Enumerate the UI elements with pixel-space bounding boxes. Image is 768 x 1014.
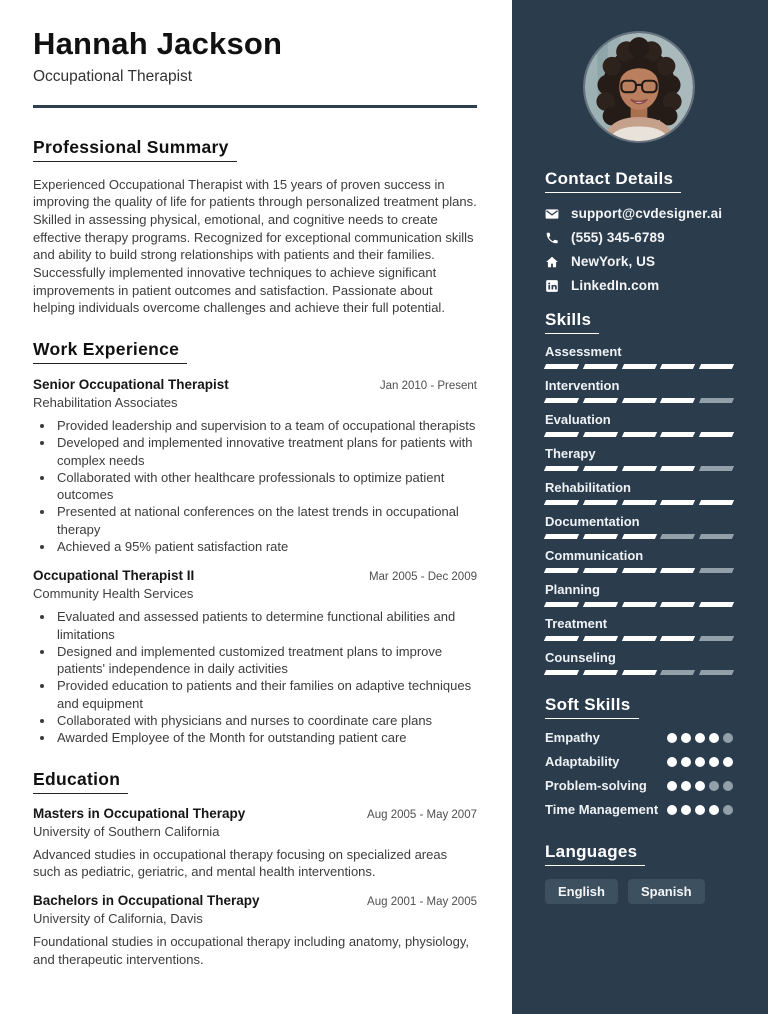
skill-bar-segment: [621, 500, 656, 505]
skill-bar-segment: [621, 398, 656, 403]
header-divider: [33, 105, 477, 108]
skill-bar-segment: [544, 602, 579, 607]
skill-name: Intervention: [545, 378, 620, 393]
skill-bar-segment: [699, 398, 734, 403]
skill-bar-segment: [583, 500, 618, 505]
skill-bar-segment: [544, 398, 579, 403]
email-icon: [545, 207, 559, 221]
profile-photo: [585, 33, 693, 141]
rating-dot: [681, 757, 691, 767]
contact-item: [545, 254, 733, 269]
skill-bar: [545, 602, 733, 607]
skill-bar-segment: [660, 534, 695, 539]
skill-row: [545, 650, 733, 675]
skill-bar-segment: [583, 364, 618, 369]
skill-bar-segment: [699, 534, 734, 539]
skill-bar-segment: [583, 534, 618, 539]
skill-bar-segment: [621, 364, 656, 369]
contact-item: [545, 230, 733, 245]
education-description: Advanced studies in occupational therapy focusing on specialized areas such as pediatric, geriatric, and mental health interventions.: [33, 846, 448, 880]
skill-name: Treatment: [545, 616, 608, 631]
rating-dots: [667, 781, 733, 791]
contact-item: [545, 206, 733, 221]
languages-section: [545, 842, 733, 904]
skill-bar-segment: [544, 466, 579, 471]
education-header: [33, 893, 477, 908]
job-bullet: • Collaborated with physicians and nurses to coordinate care plans: [55, 712, 477, 729]
person-job-title: Occupational Therapist: [33, 67, 193, 85]
skill-bar-segment: [544, 568, 579, 573]
skill-bar-segment: [621, 568, 656, 573]
skill-bar-segment: [583, 602, 618, 607]
job-company: Rehabilitation Associates: [33, 395, 178, 411]
skill-bar-segment: [544, 534, 579, 539]
skill-bar-segment: [544, 364, 579, 369]
rating-dot: [723, 781, 733, 791]
rating-dot: [681, 781, 691, 791]
job-entry: [33, 568, 477, 746]
rating-dot: [695, 757, 705, 767]
skill-bar-segment: [660, 636, 695, 641]
language-tag: Spanish: [628, 879, 705, 904]
rating-dots: [667, 733, 733, 743]
skill-bar-segment: [583, 398, 618, 403]
skill-name: Communication: [545, 548, 644, 563]
skill-name: Counseling: [545, 650, 616, 665]
contact-heading: Contact Details: [545, 169, 681, 193]
job-company: Community Health Services: [33, 586, 194, 602]
skill-bar-segment: [699, 466, 734, 471]
job-bullet: • Provided education to patients and their families on adaptive techniques and equipment: [55, 677, 477, 712]
rating-dot: [681, 733, 691, 743]
job-bullet: • Collaborated with other healthcare professionals to optimize patient outcomes: [55, 469, 477, 504]
skill-name: Assessment: [545, 344, 622, 359]
skill-bar-segment: [621, 602, 656, 607]
rating-dot: [695, 805, 705, 815]
job-title: Senior Occupational Therapist: [33, 377, 229, 393]
summary-text: Experienced Occupational Therapist with 15 years of proven success in improving the quality of life for patients through personalized treatment plans. Skilled in assessing physical, emotional, and cognitive needs to create effective therapy programs. Recognized for exceptional communication skills and ability to build strong relationships with patients and their families. Successfully implemented innovative techniques to achieve significant improvements in patient outcomes and satisfaction. Passionate about helping individuals overcome challenges and achieve their full potential.: [33, 176, 477, 316]
skill-name: Planning: [545, 582, 600, 597]
work-experience-section: [33, 339, 477, 747]
home-icon: [545, 255, 559, 269]
rating-dot: [695, 733, 705, 743]
skill-bar-segment: [583, 466, 618, 471]
skill-bar: [545, 568, 733, 573]
job-bullet: • Presented at national conferences on the latest trends in occupational therapy: [55, 503, 477, 538]
skill-bar-segment: [621, 636, 656, 641]
language-tags: [545, 879, 733, 904]
rating-dot: [723, 757, 733, 767]
skill-name: Therapy: [545, 446, 596, 461]
skill-bar-segment: [699, 568, 734, 573]
skill-bar-segment: [621, 670, 656, 675]
contact-list: [545, 206, 733, 293]
education-school: University of California, Davis: [33, 910, 203, 926]
contact-text: (555) 345-6789: [571, 230, 665, 245]
education-section: [33, 769, 477, 969]
skill-bar: [545, 670, 733, 675]
soft-skill-row: [545, 802, 733, 819]
job-bullet: • Provided leadership and supervision to a team of occupational therapists: [55, 417, 477, 434]
skill-bar-segment: [621, 534, 656, 539]
soft-skills-list: [545, 730, 733, 819]
rating-dot: [709, 805, 719, 815]
skill-bar-segment: [699, 602, 734, 607]
skill-row: [545, 514, 733, 539]
skill-bar-segment: [583, 432, 618, 437]
skill-bar-segment: [621, 432, 656, 437]
skill-bar-segment: [544, 636, 579, 641]
rating-dot: [667, 805, 677, 815]
sidebar: [512, 0, 768, 1014]
skill-row: [545, 344, 733, 369]
education-entry: [33, 806, 477, 881]
skill-bar-segment: [583, 670, 618, 675]
profile-photo-illustration: [585, 33, 693, 141]
language-tag: English: [545, 879, 618, 904]
job-entry: [33, 377, 477, 555]
job-dates: Jan 2010 - Present: [379, 380, 477, 393]
rating-dot: [709, 733, 719, 743]
skills-section: [545, 310, 733, 675]
skill-name: Evaluation: [545, 412, 611, 427]
education-dates: Aug 2005 - May 2007: [367, 808, 477, 821]
skill-bar: [545, 364, 733, 369]
summary-heading: Professional Summary: [33, 137, 237, 162]
education-dates: Aug 2001 - May 2005: [367, 895, 477, 908]
job-bullet: • Designed and implemented customized treatment plans to improve patients' independence in daily activities: [55, 643, 477, 678]
soft-skills-section: [545, 695, 733, 819]
job-bullet: • Awarded Employee of the Month for outstanding patient care: [55, 729, 477, 746]
job-bullet: • Achieved a 95% patient satisfaction rate: [55, 538, 477, 555]
skill-bar: [545, 500, 733, 505]
skill-bar-segment: [699, 636, 734, 641]
rating-dot: [723, 733, 733, 743]
skill-bar-segment: [660, 398, 695, 403]
education-school: University of Southern California: [33, 823, 220, 839]
contact-text: NewYork, US: [571, 254, 656, 269]
person-name: Hannah Jackson: [33, 26, 283, 61]
job-bullet-list: [55, 417, 477, 555]
soft-skill-row: [545, 730, 733, 747]
jobs-list: [33, 377, 477, 747]
contact-item: [545, 278, 733, 293]
skill-bar-segment: [699, 364, 734, 369]
skill-row: [545, 582, 733, 607]
skill-bar-segment: [660, 432, 695, 437]
job-bullet: • Developed and implemented innovative treatment plans for patients with complex needs: [55, 434, 477, 469]
education-degree: Bachelors in Occupational Therapy: [33, 892, 260, 908]
contact-details-section: [545, 169, 733, 293]
skill-bar-segment: [544, 432, 579, 437]
job-header: [33, 568, 477, 583]
rating-dot: [723, 805, 733, 815]
skill-row: [545, 412, 733, 437]
skill-bar-segment: [660, 500, 695, 505]
skill-bar-segment: [660, 568, 695, 573]
skill-bar: [545, 398, 733, 403]
skill-bar: [545, 534, 733, 539]
education-list: [33, 806, 477, 969]
rating-dot: [667, 757, 677, 767]
rating-dot: [667, 733, 677, 743]
rating-dots: [667, 757, 733, 767]
skill-name: Rehabilitation: [545, 480, 631, 495]
education-degree: Masters in Occupational Therapy: [33, 805, 246, 821]
skill-bar: [545, 432, 733, 437]
skill-name: Documentation: [545, 514, 640, 529]
skill-bar-segment: [660, 466, 695, 471]
skill-bar: [545, 466, 733, 471]
professional-summary-section: [33, 137, 477, 317]
skill-bar-segment: [699, 432, 734, 437]
linkedin-icon: [545, 279, 559, 293]
job-bullet-list: [55, 608, 477, 746]
skill-row: [545, 548, 733, 573]
phone-icon: [545, 231, 559, 245]
education-entry: [33, 893, 477, 968]
skill-bar-segment: [699, 500, 734, 505]
rating-dot: [695, 781, 705, 791]
skill-bar-segment: [660, 364, 695, 369]
soft-skill-row: [545, 778, 733, 795]
skill-bar-segment: [544, 670, 579, 675]
skill-bar-segment: [583, 568, 618, 573]
job-dates: Mar 2005 - Dec 2009: [368, 571, 477, 584]
skill-row: [545, 378, 733, 403]
job-title: Occupational Therapist II: [33, 568, 195, 584]
skill-bar-segment: [660, 602, 695, 607]
skill-bar-segment: [699, 670, 734, 675]
skill-bar-segment: [621, 466, 656, 471]
rating-dot: [709, 781, 719, 791]
job-header: [33, 377, 477, 392]
rating-dots: [667, 805, 733, 815]
skill-bar-segment: [660, 670, 695, 675]
skill-bar-segment: [583, 636, 618, 641]
rating-dot: [681, 805, 691, 815]
contact-text: LinkedIn.com: [571, 278, 660, 293]
languages-heading: Languages: [545, 842, 645, 866]
skill-row: [545, 446, 733, 471]
soft-skills-heading: Soft Skills: [545, 695, 639, 719]
soft-skill-name: Problem-solving: [545, 777, 647, 793]
soft-skill-name: Empathy: [545, 730, 600, 745]
experience-heading: Work Experience: [33, 339, 187, 364]
education-heading: Education: [33, 769, 128, 794]
soft-skill-row: [545, 754, 733, 771]
job-bullet: • Evaluated and assessed patients to determine functional abilities and limitations: [55, 608, 477, 643]
rating-dot: [709, 757, 719, 767]
soft-skill-name: Adaptability: [545, 753, 620, 769]
rating-dot: [667, 781, 677, 791]
soft-skill-name: Time Management: [545, 801, 659, 817]
contact-text: support@cvdesigner.ai: [571, 206, 723, 221]
skill-bar: [545, 636, 733, 641]
skills-heading: Skills: [545, 310, 599, 334]
skills-list: [545, 344, 733, 675]
skill-row: [545, 480, 733, 505]
skill-row: [545, 616, 733, 641]
education-description: Foundational studies in occupational therapy including anatomy, physiology, and therapeutic interventions.: [33, 933, 470, 967]
skill-bar-segment: [544, 500, 579, 505]
education-header: [33, 806, 477, 821]
